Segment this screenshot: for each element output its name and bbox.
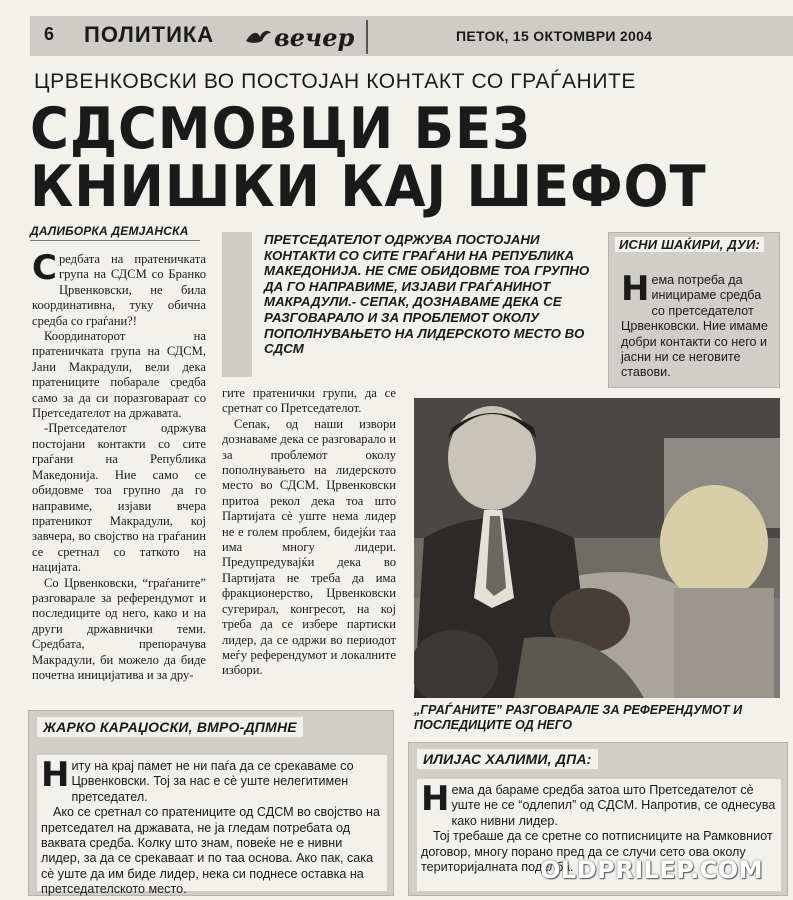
quote-box-shakiri — [608, 232, 780, 388]
byline: ДАЛИБОРКА ДЕМЈАНСКА — [30, 224, 200, 241]
kicker: ЦРВЕНКОВСКИ ВО ПОСТОЈАН КОНТАКТ СО ГРАЃАНИТЕ — [34, 70, 637, 93]
news-photo — [414, 398, 780, 698]
article-column-1 — [32, 248, 206, 683]
paragraph: гите пратенички групи, да се сретнат со Претседателот. — [222, 386, 396, 416]
pull-quote-bar — [222, 232, 252, 377]
paragraph: Ако се сретнал со пратениците од СДСМ во својство на претседател на државата, не ја гледам потребата од ваквата средба. Колку што знам, повеќе не е нивни лидер, за да се срекаваат и по таа основа. Ако пак, сака сè уште да им биде лидер, нека си поднесе оставка на претседателското место. — [41, 805, 380, 897]
headline-line-1: СДСМОВЦИ БЕЗ — [30, 96, 531, 162]
dropcap: Н — [621, 269, 650, 309]
issue-date: ПЕТОК, 15 ОКТОМВРИ 2004 — [456, 28, 653, 44]
paragraph: Со Црвенковски, “граѓаните” разговарале за референдумот и последиците од него, како и на други државнички теми. Средбата, препорачува Макрадули, би можело да биде почетна иницијатива и за дру- — [32, 575, 206, 682]
dropcap: С — [32, 248, 57, 288]
box-title: ЖАРКО КАРАЏОСКИ, ВМРО-ДПМНЕ — [37, 717, 303, 737]
headline — [30, 96, 737, 220]
paragraph: Ниту на крај памет не ни паѓа да се срекаваме со Црвенковски. Тој за нас е сè уште нелегитимен претседател. — [41, 755, 354, 804]
headline-line-2: КНИШКИ КАЈ ШЕФОТ — [30, 154, 707, 220]
paragraph: Сепак, од наши извори дознаваме дека се разговарало и за проблемот околу пополнувањето на лидерското место во СДСМ. Црвенковски притоа рекол дека тоа што Партијата сè уште нема лидер не е голем проблем, бидејќи таа има многу лидери. Предупредувајќи дека во Партијата не треба да има фракционерство, Црвенковски сугерирал, конгресот, на кој треба да се избере партиски лидер, да се одржи во периодот меѓу референдумот и локалните избори. — [222, 416, 396, 678]
bird-icon — [244, 27, 272, 47]
photo-illustration — [414, 398, 780, 698]
logo-text: вечер — [274, 22, 355, 52]
section-name: ПОЛИТИКА — [84, 22, 215, 47]
watermark: OLDPRILEP.COM — [540, 856, 764, 884]
box-text — [37, 755, 387, 897]
box-title: ИЛИЈАС ХАЛИМИ, ДПА: — [417, 749, 598, 769]
box-text: Нема потреба да иницираме средба со претседателот Црвенковски. Ние имаме добри контакти со него и јасни ни се неговите ставови. — [621, 269, 768, 380]
quote-box-karadzoski — [28, 710, 394, 896]
article-column-2 — [222, 386, 396, 679]
newspaper-logo — [244, 20, 368, 54]
dropcap: Н — [41, 755, 70, 795]
page-number: 6 — [44, 24, 55, 44]
box-title: ИСНИ ШАЌИРИ, ДУИ: — [615, 237, 764, 252]
dropcap: Н — [421, 779, 450, 819]
paragraph: Координаторот на пратеничката група на СДСМ, Јани Макрадули, вели дека пратениците побарале средба само за да си поразговараат со Претседателот на државата. — [32, 329, 206, 421]
paragraph: -Претседателот одржува постојани контакти со сите граѓани на Република Македонија. Ние само се обидовме тоа групно да го направиме, изјави вчера пратеникот Макрадули, кој завчера, во својство на граѓанин се сретнал со таткото на нацијата. — [32, 421, 206, 575]
paragraph: Средбата на пратеничката група на СДСМ со Бранко Црвенковски, не била координативна, туку обична средба со граѓани?! — [32, 248, 206, 328]
photo-caption: „ГРАЃАНИТЕ” РАЗГОВАРАЛЕ ЗА РЕФЕРЕНДУМОТ И ПОСЛЕДИЦИТЕ ОД НЕГО — [414, 703, 743, 732]
pull-quote: ПРЕТСЕДАТЕЛОТ ОДРЖУВА ПОСТОЈАНИ КОНТАКТИ СО СИТЕ ГРАЃАНИ НА РЕПУБЛИКА МАКЕДОНИЈА. НЕ СМЕ ОБИДОВМЕ ТОА ГРУПНО ДА ГО НАПРАВИМЕ, ИЗЈАВИ ГРАЃАНИНОТ МАКРАДУЛИ.- СЕПАК, ДОЗНАВАМЕ ДЕКА СЕ РАЗГОВАРАЛО И ЗА ПРОБЛЕМОТ ОКОЛУ ПОПОЛНУВАЊЕТО НА ЛИДЕРСКОТО МЕСТО ВО СДСМ — [264, 232, 590, 357]
paragraph: Тој требаше да се сретне со потписниците на Рамковниот договор, многу порано пред да се случи сето ова околу територијалната поделба. — [421, 829, 773, 875]
paragraph: Нема да бараме средба затоа што Претседателот сè уште не се “одлепил” од СДСМ. Напротив, се однесува како нивни лидер. — [421, 779, 776, 828]
